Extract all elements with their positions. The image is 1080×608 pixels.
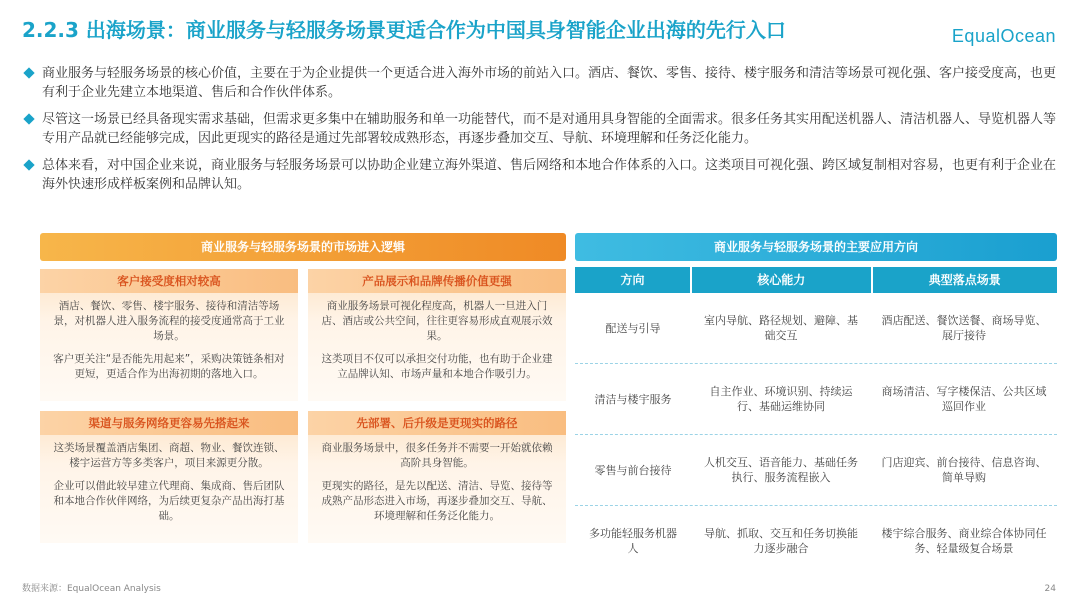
column-header-capability: 核心能力 (692, 267, 871, 293)
table-cell: 室内导航、路径规划、避障、基础交互 (704, 314, 858, 342)
logic-card-deploy-first (308, 411, 566, 543)
bullet-text: 总体来看，对中国企业来说，商业服务与轻服务场景可以协助企业建立海外渠道、售后网络和本地合作体系的入口。这类项目可视化强、跨区域复制相对容易，也更有利于企业在海外快速形成样板案例和品牌认知。 (42, 158, 1057, 192)
card-title: 产品展示和品牌传播价值更强 (308, 269, 566, 293)
table-cell: 导航、抓取、交互和任务切换能力逐步融合 (704, 527, 858, 555)
table-cell: 门店迎宾、前台接待、信息咨询、简单导购 (881, 456, 1047, 484)
table-cell: 零售与前台接待 (594, 463, 672, 477)
table-row (575, 364, 1057, 435)
bullet-item (22, 156, 1062, 194)
card-text: 企业可以借此较早建立代理商、集成商、售后团队和本地合作伙伴网络，为后续更复杂产品出海打基础。 (53, 480, 285, 522)
card-title: 渠道与服务网络更容易先搭起来 (40, 411, 298, 435)
card-text: 更现实的路径，是先以配送、清洁、导览、接待等成熟产品形态进入市场，再逐步叠加交互、导航、环境理解和任务泛化能力。 (321, 480, 553, 522)
diamond-bullet-icon (23, 67, 34, 78)
table-cell: 多功能轻服务机器人 (589, 527, 677, 555)
card-text: 商业服务场景中，很多任务并不需要一开始就依赖高阶具身智能。 (321, 442, 553, 469)
table-cell: 人机交互、语音能力、基础任务执行、服务流程嵌入 (704, 456, 858, 484)
bullet-item (22, 110, 1062, 148)
logic-card-channels (40, 411, 298, 543)
table-cell: 配送与引导 (605, 321, 661, 335)
application-directions-panel (575, 233, 1057, 576)
column-header-scenario: 典型落点场景 (873, 267, 1057, 293)
data-source-note: 数据来源：EqualOcean Analysis (22, 584, 161, 594)
market-entry-logic-panel (40, 233, 566, 522)
bullet-text: 商业服务与轻服务场景的核心价值，主要在于为企业提供一个更适合进入海外市场的前站入口。酒店、餐饮、零售、接待、楼宇服务和清洁等场景可视化强、客户接受度高，也更有利于企业先建立本地渠道、售后和合作伙伴体系。 (42, 66, 1057, 100)
diamond-bullet-icon (23, 159, 34, 170)
equalocean-logo: EqualOcean (951, 26, 1056, 46)
bullet-text: 尽管这一场景已经具备现实需求基础，但需求更多集中在辅助服务和单一功能替代，而不是对通用具身智能的全面需求。很多任务其实用配送机器人、清洁机器人、导览机器人等专用产品就已经能够完成，因此更现实的路径是通过先部署较成熟形态，再逐步叠加交互、导航、环境理解和任务泛化能力。 (42, 112, 1057, 146)
card-text: 这类项目不仅可以承担交付功能，也有助于企业建立品牌认知、市场声量和本地合作吸引力。 (321, 353, 553, 380)
card-title: 客户接受度相对较高 (40, 269, 298, 293)
card-text: 商业服务场景可视化程度高，机器人一旦进入门店、酒店或公共空间，往往更容易形成直观展示效果。 (321, 300, 553, 342)
application-table (575, 267, 1057, 576)
table-cell: 清洁与楼宇服务 (594, 392, 672, 406)
table-row (575, 506, 1057, 576)
table-header-row (575, 267, 1057, 293)
diamond-bullet-icon (23, 113, 34, 124)
page-number: 24 (1044, 584, 1056, 594)
card-title: 先部署、后升级是更现实的路径 (308, 411, 566, 435)
bullet-list (22, 64, 1062, 202)
table-cell: 酒店配送、餐饮送餐、商场导览、展厅接待 (881, 314, 1047, 342)
logic-card-branding (308, 269, 566, 401)
table-cell: 商场清洁、写字楼保洁、公共区域巡回作业 (881, 385, 1047, 413)
logic-card-acceptance (40, 269, 298, 401)
card-text: 酒店、餐饮、零售、楼宇服务、接待和清洁等场景，对机器人进入服务流程的接受度通常高于工业场景。 (53, 300, 285, 342)
page-title: 2.2.3 出海场景：商业服务与轻服务场景更适合作为中国具身智能企业出海的先行入口 (22, 18, 786, 42)
table-row (575, 293, 1057, 364)
column-header-direction: 方向 (575, 267, 690, 293)
table-cell: 楼宇综合服务、商业综合体协同任务、轻量级复合场景 (881, 527, 1047, 555)
market-entry-logic-header: 商业服务与轻服务场景的市场进入逻辑 (40, 233, 566, 261)
card-text: 这类场景覆盖酒店集团、商超、物业、餐饮连锁、楼宇运营方等多类客户，项目来源更分散。 (53, 442, 285, 469)
table-row (575, 435, 1057, 506)
table-cell: 自主作业、环境识别、持续运行、基础运维协同 (709, 385, 853, 413)
bullet-item (22, 64, 1062, 102)
card-text: 客户更关注“是否能先用起来”，采购决策链条相对更短，更适合作为出海初期的落地入口。 (53, 353, 285, 380)
application-directions-header: 商业服务与轻服务场景的主要应用方向 (575, 233, 1057, 261)
